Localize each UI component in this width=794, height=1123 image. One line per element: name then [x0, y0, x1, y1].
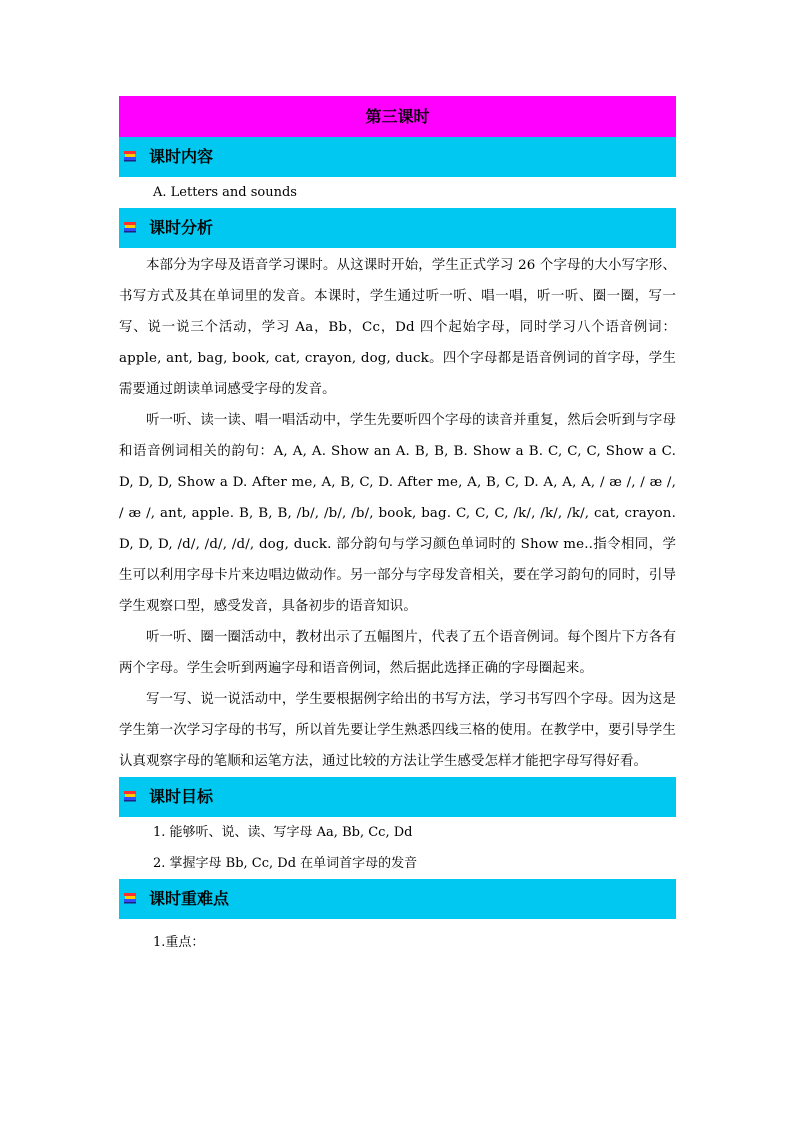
book-stack-icon — [123, 220, 137, 234]
book-stack-icon — [123, 149, 137, 163]
analysis-paragraph-3: 听一听、圈一圈活动中，教材出示了五幅图片，代表了五个语音例词。每个图片下方各有两个字母。学生会听到两遍字母和语音例词，然后据此选择正确的字母圈起来。 — [119, 630, 676, 676]
section-header-key-points — [119, 879, 676, 919]
lesson-page — [119, 96, 676, 958]
analysis-paragraph-2: 听一听、读一读、唱一唱活动中，学生先要听四个字母的读音并重复，然后会听到与字母和语音例词相关的韵句：A, A, A. Show an A. B, B, B. Show a B. C, C, C, Show a C. D, D, D, Show a D. After me, A, B, C, D. After me, A, B, C, D. A, A, A, / æ /, / æ /, / æ /, ant, apple. B, B, B, /b/, /b/, /b/, book, bag. C, C, C, /k/, /k/, /k/, cat, crayon. D, D, D, /d/, /d/, /d/, dog, duck. 部分韵句与学习颜色单词时的 Show me..指令相同，学生可以利用字母卡片来边唱边做动作。另一部分与字母发音相关，要在学习韵句的同时，引导学生观察口型，感受发音，具备初步的语音知识。 — [119, 413, 676, 614]
section-header-objectives — [119, 777, 676, 817]
analysis-paragraph-1: 本部分为字母及语音学习课时。从这课时开始，学生正式学习 26 个字母的大小写字形、书写方式及其在单词里的发音。本课时，学生通过听一听、唱一唱，听一听、圈一圈，写一写、说一说三个活动，学习 Aa，Bb，Cc，Dd 四个起始字母，同时学习八个语音例词：apple, ant, bag, book, cat, crayon, dog, duck。四个字母都是语音例词的首字母，学生需要通过朗读单词感受字母的发音。 — [119, 258, 676, 397]
analysis-paragraph-4: 写一写、说一说活动中，学生要根据例字给出的书写方法，学习书写四个字母。因为这是学生第一次学习字母的书写，所以首先要让学生熟悉四线三格的使用。在教学中，要引导学生认真观察字母的笔顺和运笔方法，通过比较的方法让学生感受怎样才能把字母写得好看。 — [119, 692, 676, 769]
content-line: A. Letters and sounds — [153, 185, 297, 200]
section-heading: 课时重难点 — [149, 889, 230, 908]
book-stack-icon — [123, 789, 137, 803]
objective-item: 2. 掌握字母 Bb, Cc, Dd 在单词首字母的发音 — [153, 856, 418, 871]
section-heading: 课时内容 — [149, 147, 214, 166]
book-stack-icon — [123, 891, 137, 905]
section-heading: 课时目标 — [149, 787, 214, 806]
section-header-analysis — [119, 208, 676, 248]
section-header-content — [119, 137, 676, 177]
objective-item: 1. 能够听、说、读、写字母 Aa, Bb, Cc, Dd — [153, 825, 413, 840]
lesson-title: 第三课时 — [119, 96, 676, 137]
key-point-line: 1.重点： — [153, 935, 205, 950]
section-heading: 课时分析 — [149, 218, 214, 237]
